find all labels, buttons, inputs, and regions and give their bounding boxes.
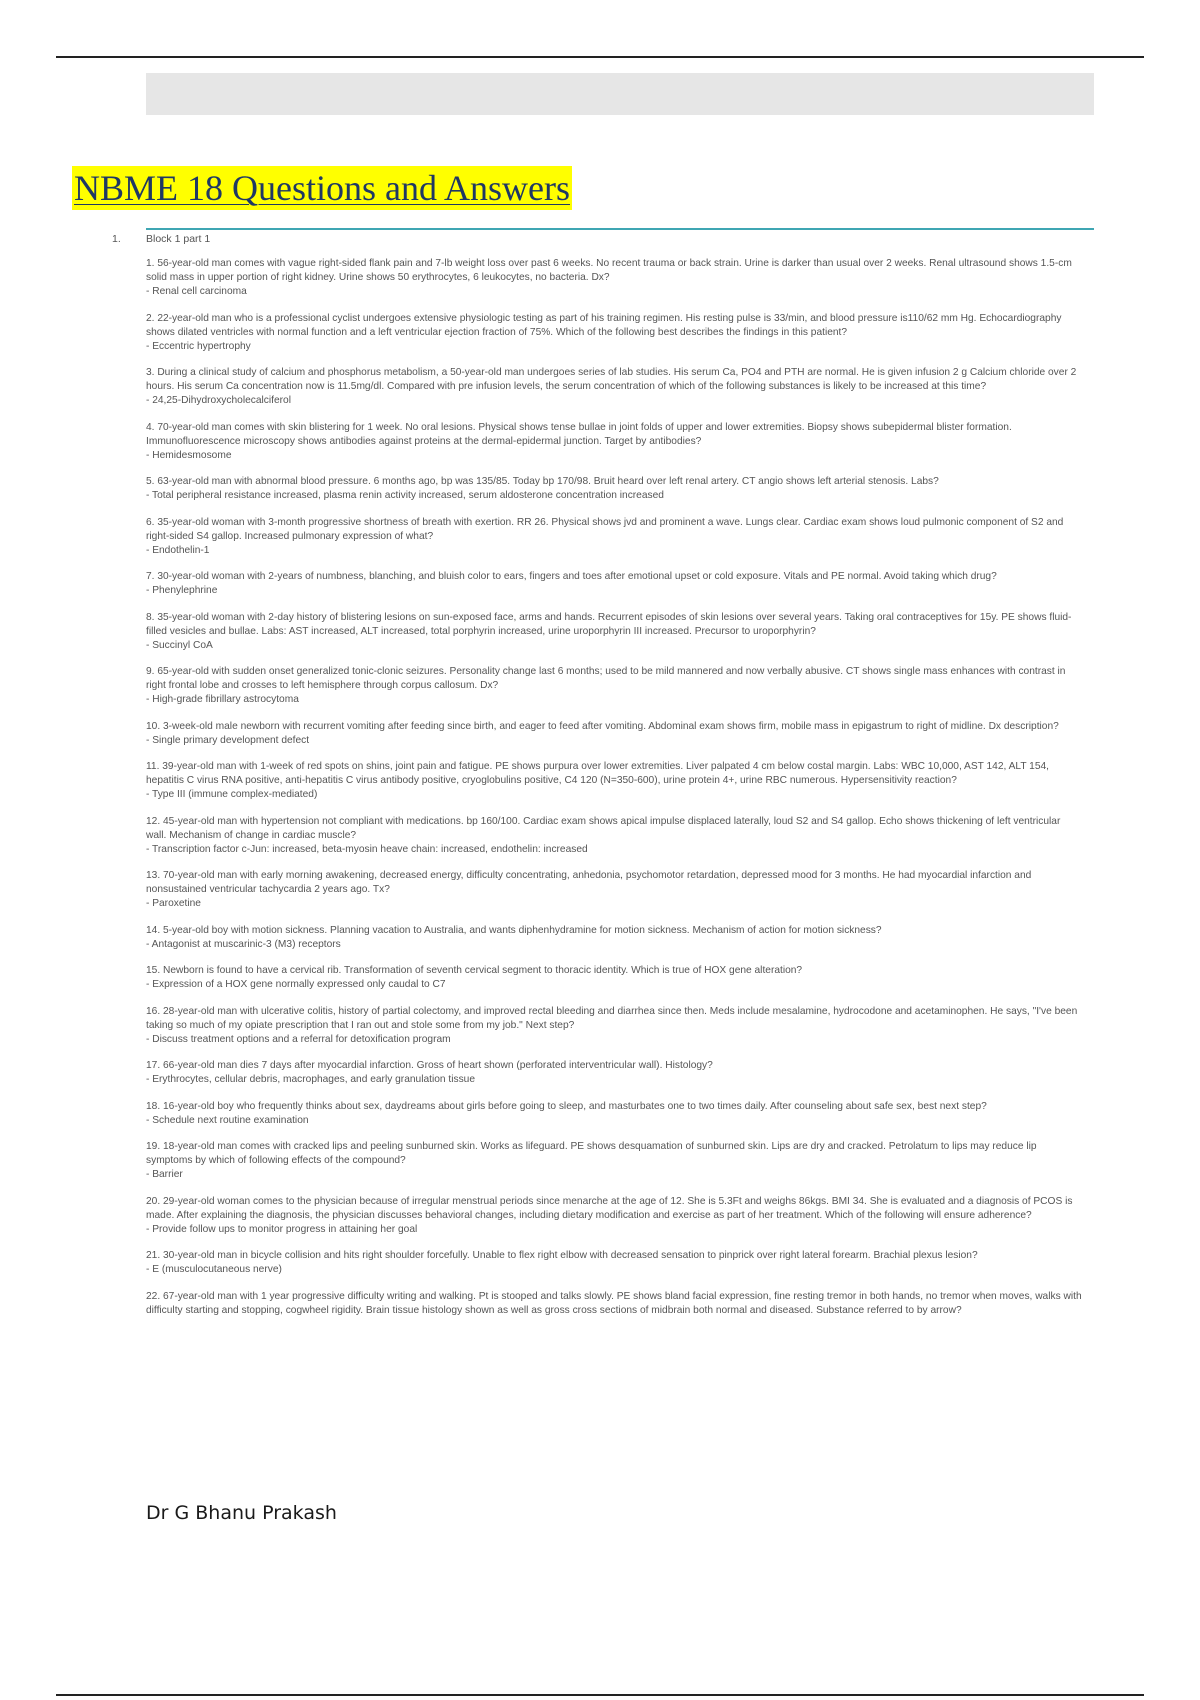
question-text: 2. 22-year-old man who is a professional cyclist undergoes extensive physiologic testing as part of his training regimen. His resting pulse is 33/min, and blood pressure is110/62 mm Hg. Echocardiography shows dilated ventricles with normal function and a left ventricular ejection fraction of 75%. Which of the following best describes the findings in this patient? [146,312,1062,338]
question-item [146,720,1082,748]
question-text: 11. 39-year-old man with 1-week of red spots on shins, joint pain and fatigue. PE shows purpura over lower extremities. Liver palpated 4 cm below costal margin. Labs: WBC 10,000, AST 142, ALT 154, hepatitis C virus RNA positive, anti-hepatitis C virus antibody positive, cryoglobulins positive, C4 120 (N=350-600), urine protein 4+, urine RBC numerous. Hypersensitivity reaction? [146,761,1050,786]
question-item [146,1195,1082,1237]
answer-text: - Paroxetine [146,898,201,909]
list-number: 1. [112,233,121,245]
answer-text: - Discuss treatment options and a referral for detoxification program [146,1033,451,1045]
question-text: 6. 35-year-old woman with 3-month progressive shortness of breath with exertion. RR 26. Physical shows jvd and prominent a wave. Lungs clear. Cardiac exam shows loud pulmonic component of S2 and right-sided S4 gallop. Increased pulmonary expression of what? [146,516,1064,542]
answer-text: - Barrier [146,1169,183,1180]
answer-text: - Schedule next routine examination [146,1114,309,1126]
question-item [146,924,1082,952]
question-text: 3. During a clinical study of calcium and phosphorus metabolism, a 50-year-old man undergoes series of lab studies. His serum Ca, PO4 and PTH are normal. He is given infusion 2 g Calcium chloride over 2 hours. His serum Ca concentration now is 11.5mg/dl. Compared with pre infusion levels, the serum concentration of which of the following substances is likely to be increased at this time? [146,367,1077,392]
question-item [146,611,1082,653]
question-text: 7. 30-year-old woman with 2-years of numbness, blanching, and bluish color to ears, fingers and toes after emotional upset or cold exposure. Vitals and PE normal. Avoid taking which drug? [146,571,997,582]
answer-text: - 24,25-Dihydroxycholecalciferol [146,395,291,406]
question-text: 14. 5-year-old boy with motion sickness. Planning vacation to Australia, and wants diphenhydramine for motion sickness. Mechanism of action for motion sickness? [146,924,882,936]
question-text: 22. 67-year-old man with 1 year progressive difficulty writing and walking. Pt is stooped and talks slowly. PE shows bland facial expression, fine resting tremor in both hands, no tremor when moves, walks with difficulty starting and stopping, cogwheel rigidity. Brain tissue histology shown as well as gross cross sections of midbrain both normal and diseased. Substance referred to by arrow? [146,1290,1082,1316]
question-text: 4. 70-year-old man comes with skin blistering for 1 week. No oral lesions. Physical shows tense bullae in joint folds of upper and lower extremities. Biopsy shows subepidermal blister formation. Immunofluorescence microscopy shows antibodies against proteins at the dermal-epidermal junction. Target by antibodies? [146,421,1012,447]
question-text: 20. 29-year-old woman comes to the physician because of irregular menstrual periods since menarche at the age of 12. She is 5.3Ft and weighs 86kgs. BMI 34. She is evaluated and a diagnosis of PCOS is made. After explaining the diagnosis, the physician discusses behavioral changes, including dietary modification and exercise as part of her treatment. Which of the following will ensure adherence? [146,1195,1073,1221]
question-text: 9. 65-year-old with sudden onset generalized tonic-clonic seizures. Personality change last 6 months; used to be mild mannered and now verbally abusive. CT shows single mass enhances with contrast in right frontal lobe and crosses to left hemisphere through corpus callosum. Dx? [146,666,1066,691]
question-item [146,665,1082,707]
answer-text: - Total peripheral resistance increased, plasma renin activity increased, serum aldosterone concentration increased [146,490,664,501]
question-item [146,1100,1082,1128]
answer-text: - Eccentric hypertrophy [146,340,251,352]
question-text: 16. 28-year-old man with ulcerative colitis, history of partial colectomy, and improved rectal bleeding and diarrhea since then. Meds include mesalamine, hydrocodone and acetaminophen. He says, "I've been taking so much of my opiate prescription that I ran out and stole some from my job." Next step? [146,1005,1078,1031]
author-name: Dr G Bhanu Prakash [146,1502,337,1524]
document-title: NBME 18 Questions and Answers [74,168,570,208]
answer-text: - Antagonist at muscarinic-3 (M3) receptors [146,938,341,950]
answer-text: - E (musculocutaneous nerve) [146,1264,282,1275]
question-item [146,366,1082,408]
question-item [146,1140,1082,1182]
answer-text: - Expression of a HOX gene normally expressed only caudal to C7 [146,979,446,990]
question-item [146,257,1082,299]
question-text: 17. 66-year-old man dies 7 days after myocardial infarction. Gross of heart shown (perforated interventricular wall). Histology? [146,1060,713,1071]
question-item [146,312,1082,354]
question-text: 12. 45-year-old man with hypertension not compliant with medications. bp 160/100. Cardiac exam shows apical impulse displaced laterally, loud S2 and S4 gallop. Echo shows thickening of left ventricular wall. Mechanism of change in cardiac muscle? [146,815,1061,841]
answer-text: - Type III (immune complex-mediated) [146,789,318,800]
question-item [146,570,1082,598]
answer-text: - Renal cell carcinoma [146,286,247,297]
question-text: 5. 63-year-old man with abnormal blood pressure. 6 months ago, bp was 135/85. Today bp 170/98. Bruit heard over left renal artery. CT angio shows left arterial stenosis. Labs? [146,476,939,487]
question-text: 15. Newborn is found to have a cervical rib. Transformation of seventh cervical segment to thoracic identity. Which is true of HOX gene alteration? [146,965,803,976]
question-text: 19. 18-year-old man comes with cracked lips and peeling sunburned skin. Works as lifeguard. PE shows desquamation of sunburned skin. Lips are dry and cracked. Petrolatum to lips may reduce lip symptoms by which of following effects of the compound? [146,1141,1037,1166]
question-item [146,869,1082,911]
question-item [146,516,1082,558]
answer-text: - Single primary development defect [146,734,310,746]
question-item [146,1059,1082,1087]
answer-text: - Transcription factor c-Jun: increased, beta-myosin heave chain: increased, endothelin: increased [146,843,588,855]
question-item [146,1290,1082,1318]
question-text: 18. 16-year-old boy who frequently thinks about sex, daydreams about girls before going to sleep, and masturbates one to two times daily. After counseling about safe sex, best next step? [146,1100,987,1112]
answer-text: - Succinyl CoA [146,639,213,651]
question-text: 21. 30-year-old man in bicycle collision and hits right shoulder forcefully. Unable to flex right elbow with decreased sensation to pinprick over right lateral forearm. Brachial plexus lesion? [146,1250,978,1261]
answer-text: - Provide follow ups to monitor progress in attaining her goal [146,1223,418,1235]
question-item [146,964,1082,992]
answer-text: - High-grade fibrillary astrocytoma [146,694,299,705]
question-text: 13. 70-year-old man with early morning awakening, decreased energy, difficulty concentrating, anhedonia, psychomotor retardation, depressed mood for 3 months. He had myocardial infarction and nonsustained ventricular tachycardia 2 years ago. Tx? [146,870,1032,895]
question-text: 1. 56-year-old man comes with vague right-sided flank pain and 7-lb weight loss over past 6 weeks. No recent trauma or back strain. Urine is darker than usual over 2 weeks. Renal ultrasound shows 1.5-cm solid mass in upper portion of right kidney. Urine shows 50 erythrocytes, 6 leukocytes, no bacteria. Dx? [146,258,1072,283]
answer-text: - Erythrocytes, cellular debris, macrophages, and early granulation tissue [146,1074,475,1085]
question-item [146,475,1082,503]
question-item [146,1005,1082,1047]
answer-text: - Hemidesmosome [146,449,232,461]
top-border-line [56,56,1144,58]
question-item [146,421,1082,463]
block-heading: Block 1 part 1 [146,233,211,245]
question-item [146,815,1082,857]
question-item [146,1249,1082,1277]
bottom-border-line [56,1694,1144,1696]
question-text: 8. 35-year-old woman with 2-day history of blistering lesions on sun-exposed face, arms and hands. Recurrent episodes of skin lesions over several years. Taking oral contraceptives for 15y. PE shows fluid-filled vesicles and bullae. Labs: AST increased, ALT increased, total porphyrin increased, urine uroporphyrin III increased. Precursor to uroporphyrin? [146,611,1072,637]
header-banner [146,73,1094,115]
answer-text: - Endothelin-1 [146,544,210,556]
question-item [146,760,1082,802]
question-text: 10. 3-week-old male newborn with recurrent vomiting after feeding since birth, and eager to feed after vomiting. Abdominal exam shows firm, mobile mass in epigastrum to right of midline. Dx description? [146,720,1059,732]
question-list [146,257,1082,1330]
title-underline-rule [146,228,1094,230]
answer-text: - Phenylephrine [146,585,218,596]
